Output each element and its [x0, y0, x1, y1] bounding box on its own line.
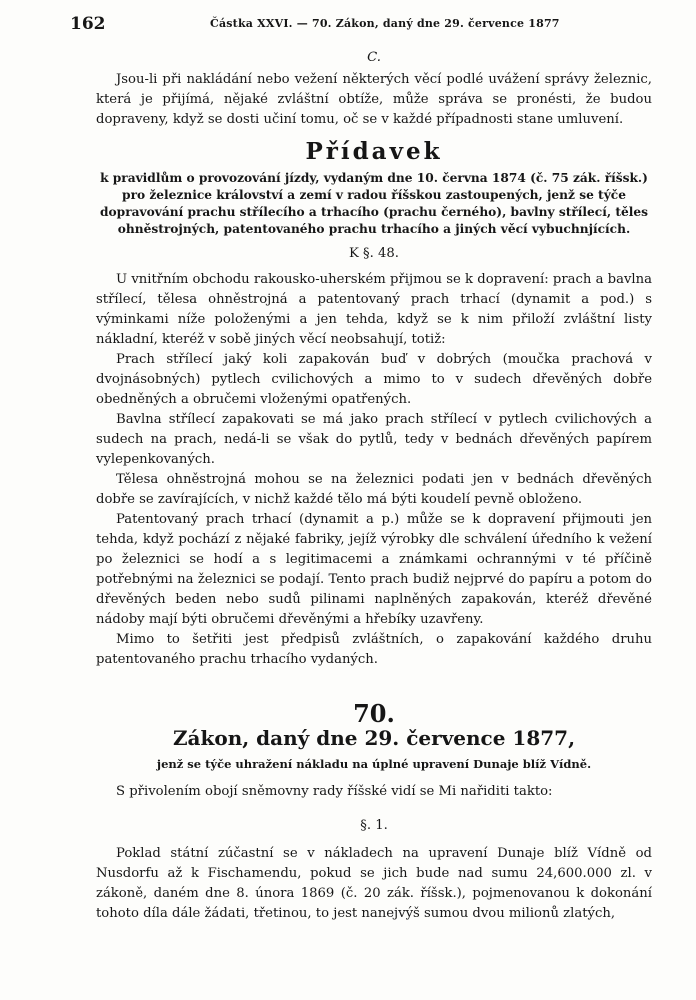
appendix-paragraph-label: K §. 48.: [349, 246, 399, 261]
running-title: Částka XXVI. — 70. Zákon, daný dne 29. července 1877: [210, 17, 560, 30]
section-c-paragraph: Jsou-li při nakládání nebo vežení některých věcí podlé uvážení správy železnic, která je přijímá, nějaké zvláštní obtíže, může správa se pronésti, že budou dopraveny, když se dosti učiní tomu, oč se v každé případnosti stane umluvení.: [96, 72, 652, 127]
appendix-paragraph: Prach střílecí jaký koli zapakován buď v dobrých (moučka prachová v dvojnásobných) pytlech cvilichových a mimo to v sudech dřevěných dobře obedněných a obručemi vloženými opatřených.: [96, 352, 652, 407]
page-number: 162: [70, 14, 106, 34]
running-header: [70, 14, 650, 36]
appendix-paragraph: Bavlna střílecí zapakovati se má jako prach střílecí v pytlech cvilichových a sudech na prach, nedá-li se však do pytlů, tedy v bednách dřevěných papírem vylepenkovaných.: [96, 412, 652, 467]
law-subtitle: jenž se týče uhražení nákladu na úplné upravení Dunaje blíž Vídně.: [156, 757, 592, 771]
section-letter: C.: [367, 50, 381, 65]
appendix-paragraph: U vnitřním obchodu rakousko-uherském přijmou se k dopravení: prach a bavlna střílecí, tělesa ohněstrojná a patentovaný prach trhací (dynamit a pod.) s výminkami níže položenými a jen tehda, když se k nim přiloží zvláštní listy nákladní, kteréž v sobě jiných věcí neobsahují, totiž:: [96, 272, 652, 347]
law-preamble: S přivolením obojí sněmovny rady říšské vidí se Mi nařiditi takto:: [116, 784, 553, 799]
page-body: [96, 48, 652, 924]
appendix-title: Přídavek: [305, 138, 443, 165]
law-paragraph-label: §. 1.: [360, 818, 388, 833]
law-paragraph: Poklad státní zúčastní se v nákladech na upravení Dunaje blíž Vídně od Nusdorfu až k Fischamendu, pokud se jich bude nad sumu 24,600.000 zl. v zákoně, daném dne 8. února 1869 (č. 20 zák. říšsk.), pojmenovanou k dokonání tohoto díla dále žádati, třetinou, to jest nanejvýš sumou dvou milionů zlatých,: [96, 846, 652, 921]
law-title: Zákon, daný dne 29. července 1877,: [172, 726, 576, 750]
appendix-paragraph: Mimo to šetřiti jest předpisů zvláštních, o zapakování každého druhu patentovaného prachu trhacího vydaných.: [96, 632, 652, 667]
appendix-subtitle: k pravidlům o provozování jízdy, vydaným dne 10. června 1874 (č. 75 zák. říšsk.) pro železnice království a zemí v radou říšskou zastoupených, jenž se týče dopravování prachu střílecího a trhacího (prachu černého), bavlny střílecí, těles ohněstrojných, patentovaného prachu trhacího a jiných věcí vybuchnjících.: [100, 171, 648, 236]
appendix-paragraph: Patentovaný prach trhací (dynamit a p.) může se k dopravení přijmouti jen tehda, když pochází z nějaké fabriky, jejíž výrobky dle schválení úředního k vežení po železnici se hodí a s legitimacemi a známkami ochrannými v té příčině potřebnými na železnici se podají. Tento prach budiž nejprvé do papíru a potom do dřevěných beden nebo sudů pilinami naplněných zapakován, kteréž dřevěné nádoby mají býti obručemi dřevěnými a hřebíky uzavřeny.: [96, 512, 652, 627]
law-number: 70.: [353, 699, 395, 728]
appendix-paragraph: Tělesa ohněstrojná mohou se na železnici podati jen v bednách dřevěných dobře se zavírajících, v nichž každé tělo má býti koudelí pevně obloženo.: [96, 472, 652, 507]
